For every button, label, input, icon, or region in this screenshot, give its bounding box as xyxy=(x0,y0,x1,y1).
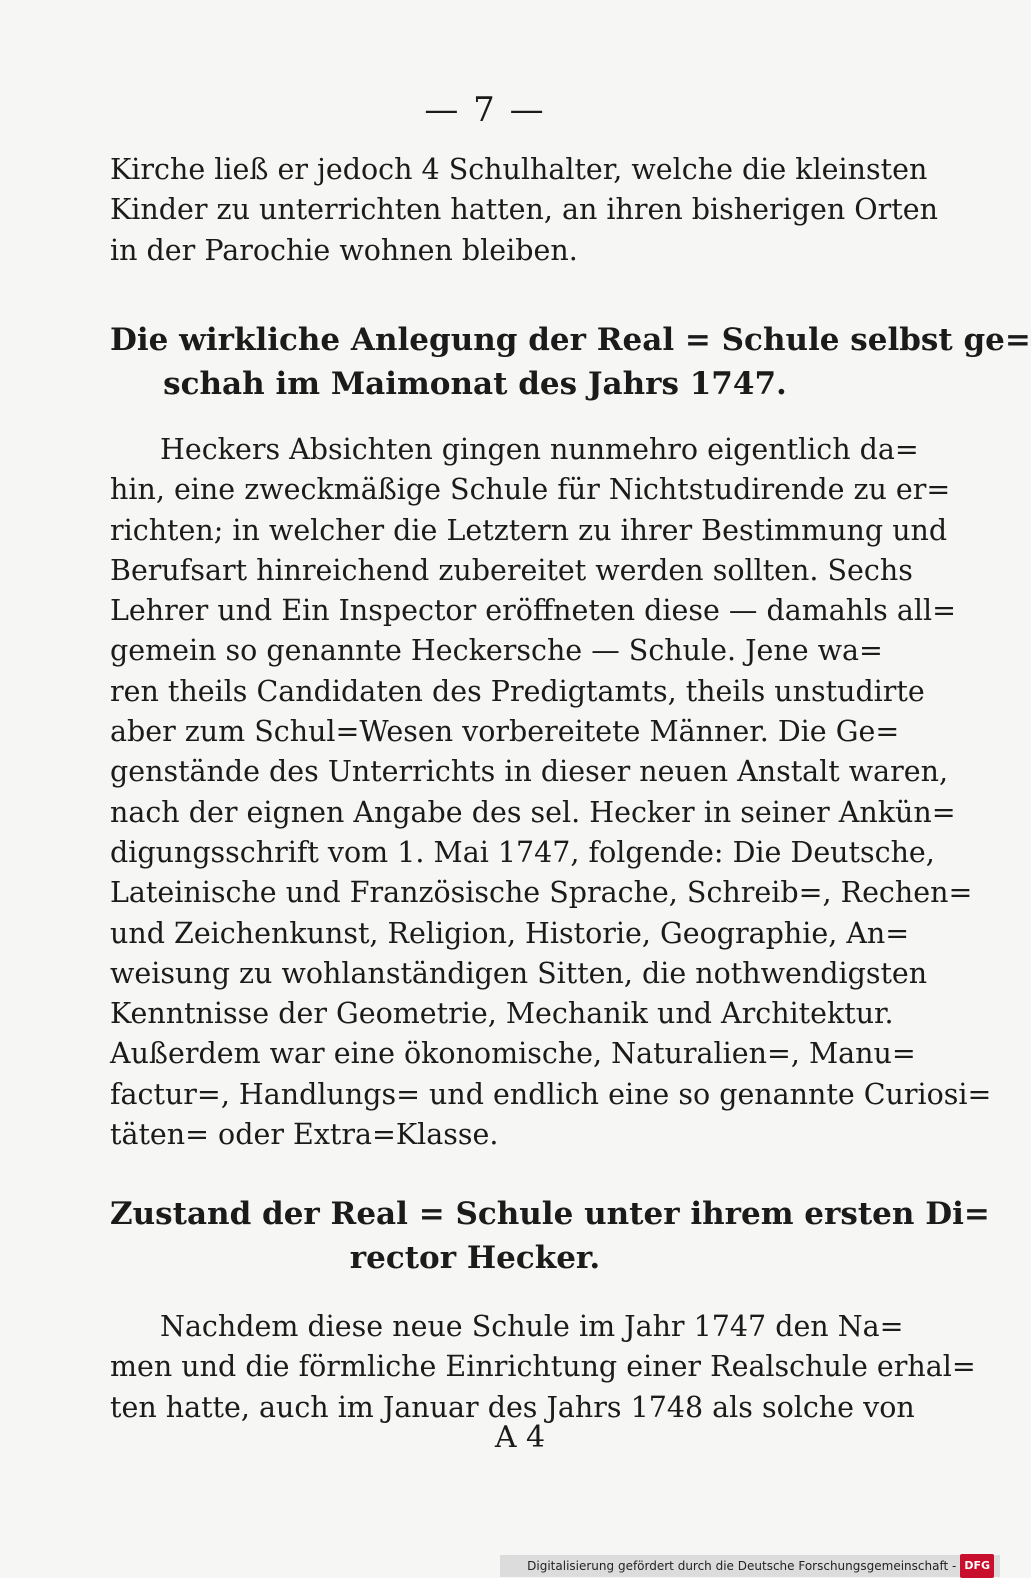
signature-mark: A 4 xyxy=(494,1420,546,1455)
digitization-footer xyxy=(500,1555,1000,1577)
paragraph-2 xyxy=(110,430,992,1155)
para2-line: genstände des Unterrichts in dieser neuen Anstalt waren, xyxy=(110,755,949,789)
para2-line: Außerdem war eine ökonomische, Naturalien=, Manu= xyxy=(110,1037,916,1071)
para2-line: weisung zu wohlanständigen Sitten, die nothwendigsten xyxy=(110,956,928,990)
para3-line: Nachdem diese neue Schule im Jahr 1747 den Na= xyxy=(160,1310,904,1343)
para2-line: und Zeichenkunst, Religion, Historie, Geographie, An= xyxy=(110,916,910,950)
para2-line: täten= oder Extra=Klasse. xyxy=(110,1118,499,1152)
section-heading-1 xyxy=(110,318,1031,406)
para3-line: men und die förmliche Einrichtung einer Realschule erhal= xyxy=(110,1350,976,1384)
para2-line: factur=, Handlungs= und endlich eine so genannte Curiosi= xyxy=(110,1077,992,1111)
para2-line: Berufsart hinreichend zubereitet werden sollten. Sechs xyxy=(110,553,913,587)
para3-line: ten hatte, auch im Januar des Jahrs 1748 als solche von xyxy=(110,1390,915,1424)
para2-line: hin, eine zweckmäßige Schule für Nichtstudirende zu er= xyxy=(110,473,951,507)
para2-line: Heckers Absichten gingen nunmehro eigentlich da= xyxy=(160,433,919,466)
para2-line: richten; in welcher die Letztern zu ihrer Bestimmung und xyxy=(110,513,948,547)
heading2-line: rector Hecker. xyxy=(349,1240,601,1276)
para2-line: Kenntnisse der Geometrie, Mechanik und Architektur. xyxy=(110,997,894,1031)
section-heading-2 xyxy=(110,1192,990,1280)
heading2-line: Zustand der Real = Schule unter ihrem ersten Di= xyxy=(110,1196,990,1232)
para1-line: Kinder zu unterrichten hatten, an ihren bisherigen Orten xyxy=(110,193,938,227)
para2-line: aber zum Schul=Wesen vorbereitete Männer. Die Ge= xyxy=(110,715,900,749)
paragraph-1 xyxy=(110,150,938,271)
para2-line: Lateinische und Französische Sprache, Schreib=, Rechen= xyxy=(110,876,973,910)
para1-line: Kirche ließ er jedoch 4 Schulhalter, welche die kleinsten xyxy=(110,153,928,186)
heading1-line: Die wirkliche Anlegung der Real = Schule selbst ge= xyxy=(110,322,1031,358)
para2-line: gemein so genannte Heckersche — Schule. Jene wa= xyxy=(110,634,883,668)
dfg-logo: DFG xyxy=(960,1554,994,1578)
para2-line: Lehrer und Ein Inspector eröffneten diese — damahls all= xyxy=(110,594,956,628)
footer-text: Digitalisierung gefördert durch die Deutsche Forschungsgemeinschaft - xyxy=(527,1559,957,1573)
para2-line: digungsschrift vom 1. Mai 1747, folgende: Die Deutsche, xyxy=(110,835,935,869)
para2-line: ren theils Candidaten des Predigtamts, theils unstudirte xyxy=(110,674,925,708)
para1-line: in der Parochie wohnen bleiben. xyxy=(110,233,578,267)
heading1-line: schah im Maimonat des Jahrs 1747. xyxy=(163,366,787,402)
paragraph-3 xyxy=(110,1307,976,1428)
page-number: — 7 — xyxy=(424,90,546,130)
para2-line: nach der eignen Angabe des sel. Hecker in seiner Ankün= xyxy=(110,795,956,829)
